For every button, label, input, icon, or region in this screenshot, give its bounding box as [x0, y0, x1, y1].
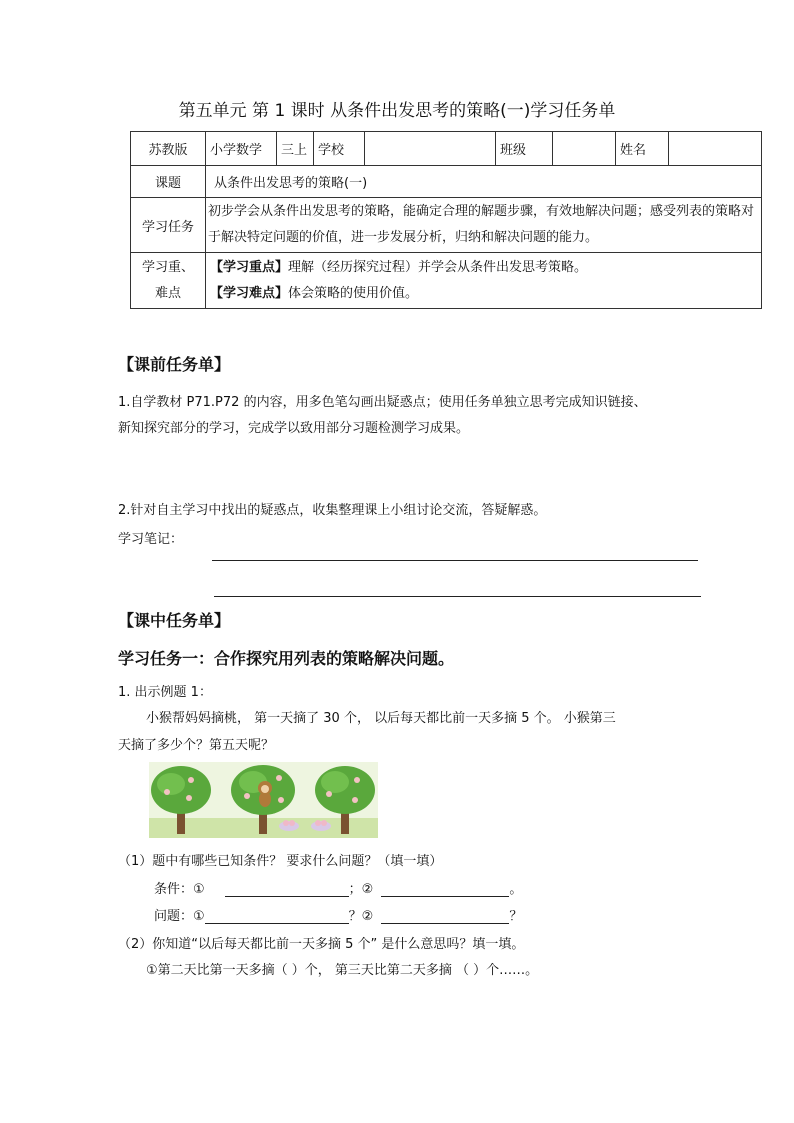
focus-text: 理解（经历探究过程）并学会从条件出发思考策略。 [288, 259, 588, 275]
question-2-fill[interactable]: ①第二天比第一天多摘（ ）个， 第三天比第二天多摘 （ ）个……。 [146, 963, 539, 978]
difficulty-tag: 【学习难点】 [210, 285, 289, 301]
question-2-blank[interactable] [381, 909, 509, 924]
pre-class-heading: 【课前任务单】 [118, 355, 231, 374]
name-label-cell: 姓名 [616, 132, 669, 166]
difficulty-text: 体会策略的使用价值。 [288, 285, 419, 301]
school-label-cell: 学校 [314, 132, 365, 166]
pre-item1-line1: 1.自学教材 P71.P72 的内容，用多色笔勾画出疑惑点；使用任务单独立思考完成知识链接、 [118, 395, 647, 410]
peach-trees-illustration [149, 762, 378, 838]
class-value-cell[interactable] [553, 132, 616, 166]
focus-tag: 【学习重点】 [210, 259, 289, 275]
name-value-cell[interactable] [669, 132, 762, 166]
conditions-end: 。 [509, 882, 523, 897]
key-label [131, 253, 206, 309]
pre-item2: 2.针对自主学习中找出的疑惑点，收集整理课上小组讨论交流，答疑解惑。 [118, 503, 547, 518]
question-1: （1）题中有哪些已知条件？ 要求什么问题？（填一填） [118, 854, 443, 869]
questions-end: ？ [509, 909, 523, 924]
notes-line-2[interactable] [214, 596, 701, 597]
condition-2-blank[interactable] [381, 882, 509, 897]
table-row [131, 198, 762, 253]
subject-cell: 小学数学 [206, 132, 277, 166]
notes-line-1[interactable] [212, 560, 698, 561]
key-label-line1: 学习重、 [141, 259, 194, 275]
table-row [131, 253, 762, 309]
conditions-row [154, 878, 522, 897]
class-label-cell: 班级 [496, 132, 553, 166]
table-row [131, 132, 762, 166]
questions-separator: ？② [348, 909, 374, 924]
task1-heading: 学习任务一：合作探究用列表的策略解决问题。 [118, 649, 455, 668]
task-label: 学习任务 [131, 198, 206, 253]
notes-label: 学习笔记： [118, 532, 184, 547]
school-value-cell[interactable] [365, 132, 496, 166]
example-line1: 小猴帮妈妈摘桃， 第一天摘了 30 个， 以后每天都比前一天多摘 5 个。 小猴第三 [146, 711, 616, 726]
example-line2: 天摘了多少个？第五天呢？ [118, 738, 275, 753]
conditions-label: 条件：① [154, 882, 205, 897]
condition-1-blank[interactable] [225, 882, 349, 897]
info-table [130, 131, 762, 309]
topic-value: 从条件出发思考的策略(一) [206, 166, 762, 198]
task-value: 初步学会从条件出发思考的策略，能确定合理的解题步骤，有效地解决问题；感受列表的策略对于解决特定问题的价值，进一步发展分析，归纳和解决问题的能力。 [206, 198, 762, 253]
key-label-line2: 难点 [154, 285, 181, 301]
page-title: 第五单元 第 1 课时 从条件出发思考的策略(一)学习任务单 [178, 101, 616, 121]
example-label: 1. 出示例题 1： [118, 685, 212, 700]
key-value [206, 253, 762, 309]
edition-cell: 苏教版 [131, 132, 206, 166]
topic-label: 课题 [131, 166, 206, 198]
conditions-separator: ；② [348, 882, 374, 897]
table-row [131, 166, 762, 198]
question-1-blank[interactable] [205, 909, 349, 924]
in-class-heading: 【课中任务单】 [118, 611, 231, 630]
questions-row [154, 905, 522, 924]
question-2: （2）你知道“以后每天都比前一天多摘 5 个” 是什么意思吗？填一填。 [118, 937, 525, 952]
questions-label: 问题：① [154, 909, 205, 924]
grade-cell: 三上 [277, 132, 314, 166]
pre-item1-line2: 新知探究部分的学习，完成学以致用部分习题检测学习成果。 [118, 421, 470, 436]
